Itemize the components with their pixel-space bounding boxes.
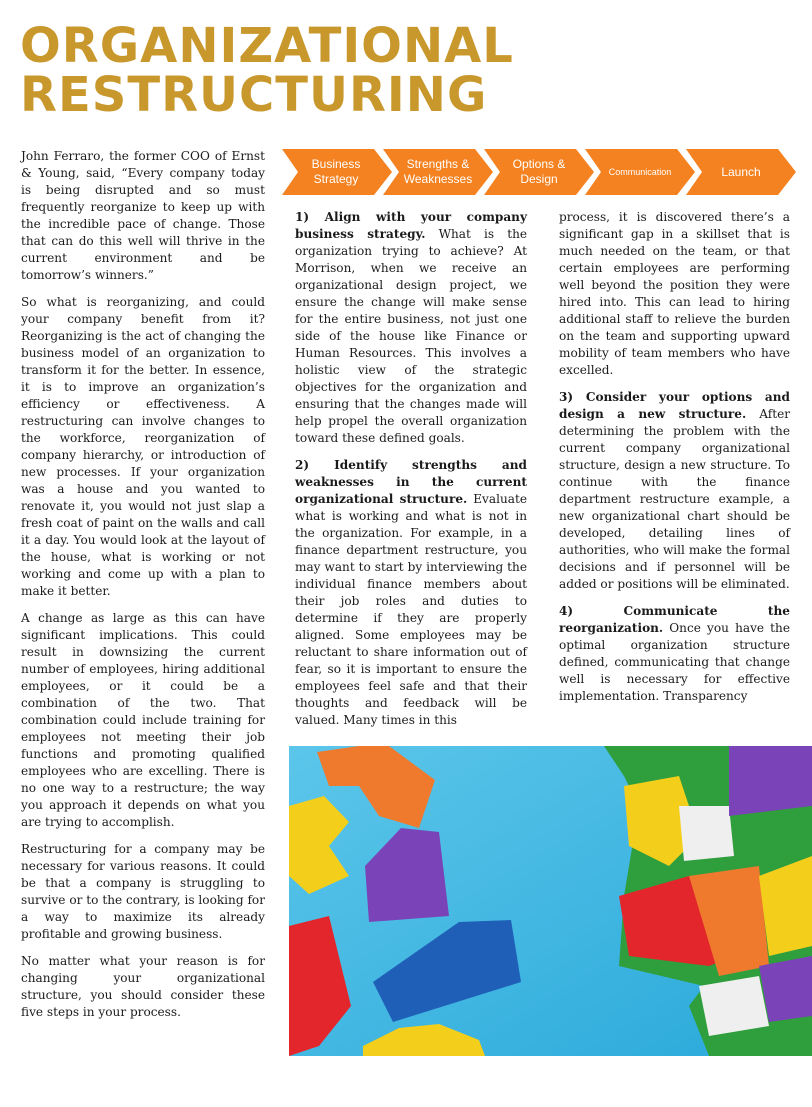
puzzle-pieces-photo bbox=[289, 746, 812, 1056]
puzzle-illustration bbox=[289, 746, 812, 1056]
process-chevron-diagram bbox=[282, 149, 812, 195]
step-2-continued: process, it is discovered there’s a significant gap in a skillset that is much needed on the team, or that certain employees are performing well beyond the position they were hired into. This can lead to hiring additional staff to relieve the burden on the team and supporting upward mobility of team members who have excelled. bbox=[559, 210, 790, 377]
paragraph-five-steps-intro: No matter what your reason is for changing your organizational structure, you should consider these five steps in your process. bbox=[21, 954, 265, 1019]
process-step-label: Options & Design bbox=[512, 157, 566, 186]
step-1-heading: 1) Align with your company business strategy. bbox=[295, 210, 527, 241]
process-step-label: Launch bbox=[721, 164, 761, 179]
step-2-heading: 2) Identify strengths and weaknesses in the current organizational structure. bbox=[295, 458, 527, 506]
step-3-body: After determining the problem with the current company organizational structure, design a new structure. To continue with the finance department restructure example, a new organizational chart should be developed, detailing lines of authorities, who will make the formal decisions and if personnel will be added or positions will be eliminated. bbox=[559, 407, 791, 591]
process-step-strengths-weaknesses bbox=[383, 149, 493, 195]
step-2-body: Evaluate what is working and what is not in the organization. For example, in a finance department restructure, you may want to start by interviewing the individual finance members about their job roles and duties to determine if they are properly aligned. Some employees may be reluctant to share information out of fear, so it is important to ensure the employees feel safe and that their thoughts and feedback will be valued. Many times in this bbox=[295, 492, 527, 727]
column-2 bbox=[295, 209, 527, 739]
title-line-1: ORGANIZATIONAL bbox=[20, 18, 514, 74]
step-4-body: Once you have the optimal organization structure defined, communicating that change well is necessary for effective implementation. Transparency bbox=[559, 621, 790, 703]
step-3-heading: 3) Consider your options and design a new structure. bbox=[559, 390, 790, 421]
paragraph-reasons: Restructuring for a company may be necessary for various reasons. It could be that a company is struggling to survive or to the contrary, is looking for a way to maximize its already profitable and growing business. bbox=[21, 842, 265, 941]
process-step-label: Strengths & Weaknesses bbox=[403, 157, 473, 186]
process-step-communication bbox=[585, 149, 695, 195]
column-1 bbox=[21, 148, 265, 1031]
paragraph-implications: A change as large as this can have significant implications. This could result in downsizing the current number of employees, hiring additional employees, or it could be a combination of the two. That combination could include training for employees not meeting their job functions and promoting qualified employees who are excelling. There is no one way to a restructure; the way you approach it depends on what you are trying to accomplish. bbox=[21, 611, 265, 829]
process-step-label: Business Strategy bbox=[311, 157, 361, 186]
title-line-2: RESTRUCTURING bbox=[20, 67, 488, 123]
column-3 bbox=[559, 209, 790, 715]
step-1 bbox=[295, 209, 527, 447]
paragraph-what-is-reorganizing: So what is reorganizing, and could your company benefit from it? Reorganizing is the act of changing the business model of an organization to transform it for the better. In essence, it is to improve an organization’s efficiency or effectiveness. A restructuring can involve changes to the workforce, reorganization of company hierarchy, or introduction of new processes. If your organization was a house and you wanted to renovate it, you would not just slap a fresh coat of paint on the walls and call it a day. You would look at the layout of the house, what is working or not working and come up with a plan to make it better. bbox=[21, 295, 265, 598]
paragraph-quote: John Ferraro, the former COO of Ernst & Young, said, “Every company today is being disrupted and so must frequently reorganize to keep up with the incredible pace of change. Those that can do this well will thrive in the current environment and be tomorrow’s winners.” bbox=[21, 149, 265, 282]
process-step-label: Communication bbox=[608, 166, 672, 177]
step-2 bbox=[295, 457, 527, 729]
process-step-launch bbox=[686, 149, 796, 195]
page-title bbox=[20, 18, 514, 123]
step-4 bbox=[559, 603, 790, 705]
process-step-business-strategy bbox=[282, 149, 392, 195]
step-3 bbox=[559, 389, 790, 593]
process-step-options-design bbox=[484, 149, 594, 195]
step-4-heading: 4) Communicate the reorganization. bbox=[559, 604, 790, 635]
step-1-body: What is the organization trying to achieve? At Morrison, when we receive an organizational design project, we ensure the change will make sense for the entire business, not just one side of the house like Finance or Human Resources. This involves a holistic view of the strategic objectives for the organization and ensuring that the changes made will help propel the overall organization toward these defined goals. bbox=[295, 227, 528, 445]
